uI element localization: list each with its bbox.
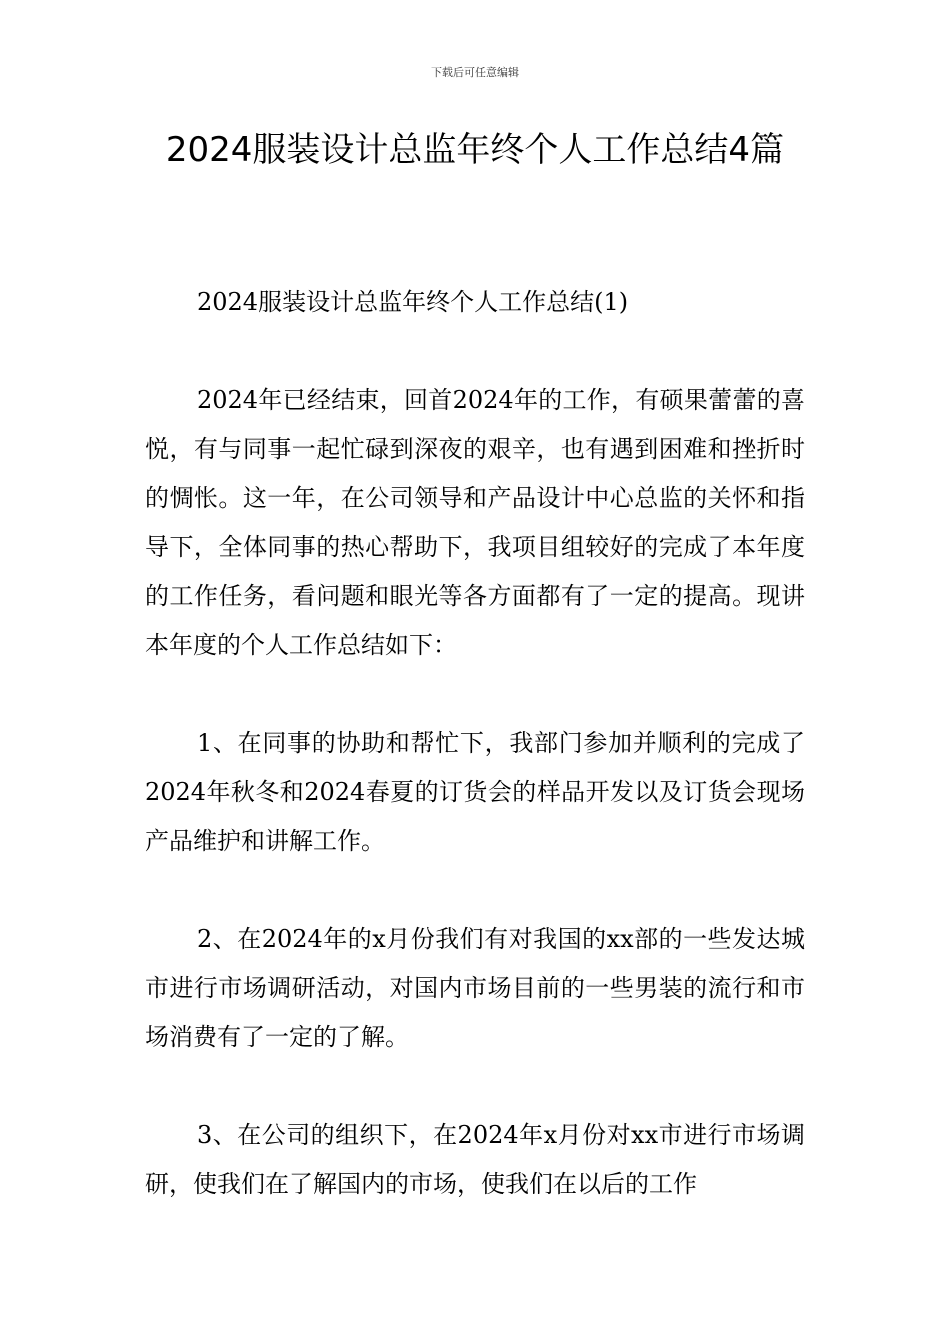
header-note: 下载后可任意编辑 <box>431 66 519 79</box>
section-heading: 2024服装设计总监年终个人工作总结(1) <box>197 288 629 316</box>
paragraph-item-3: 3、在公司的组织下，在2024年x月份对xx市进行市场调研，使我们在了解国内的市场，使我们在以后的工作 <box>145 1121 805 1198</box>
paragraph-item-1: 1、在同事的协助和帮忙下，我部门参加并顺利的完成了2024年秋冬和2024春夏的订货会的样品开发以及订货会现场产品维护和讲解工作。 <box>145 729 805 855</box>
paragraph-intro: 2024年已经结束，回首2024年的工作，有硕果蕾蕾的喜悦，有与同事一起忙碌到深夜的艰辛，也有遇到困难和挫折时的惆怅。这一年，在公司领导和产品设计中心总监的关怀和指导下，全体同事的热心帮助下，我项目组较好的完成了本年度的工作任务，看问题和眼光等各方面都有了一定的提高。现讲本年度的个人工作总结如下： <box>145 386 805 659</box>
document-title: 2024服装设计总监年终个人工作总结4篇 <box>165 130 785 170</box>
document-body <box>145 278 805 1209</box>
paragraph-item-2: 2、在2024年的x月份我们有对我国的xx部的一些发达城市进行市场调研活动，对国内市场目前的一些男装的流行和市场消费有了一定的了解。 <box>145 925 805 1051</box>
